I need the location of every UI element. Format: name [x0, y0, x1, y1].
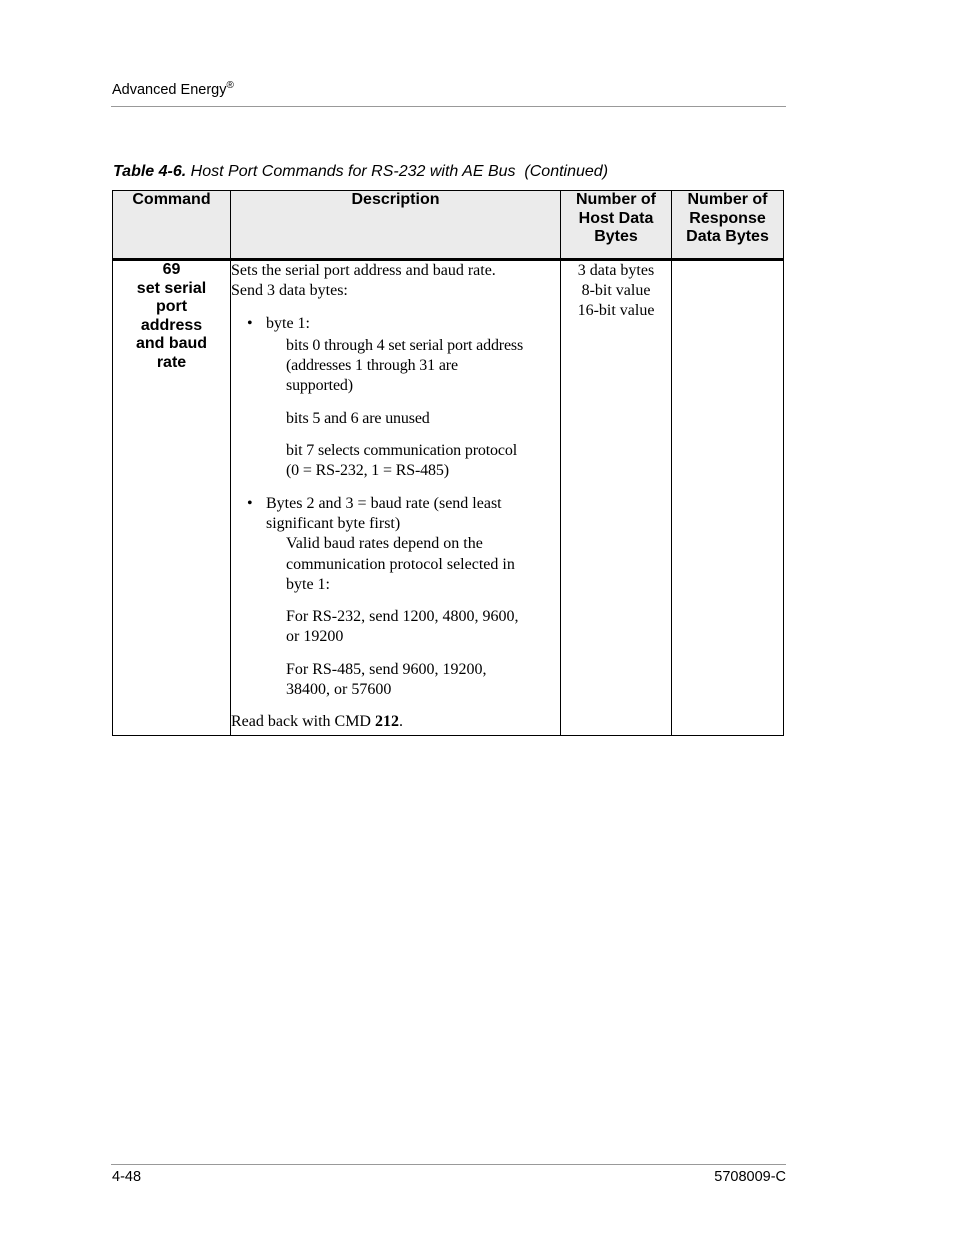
caption-label: Table 4-6.: [113, 163, 187, 180]
detail-line: For RS-485, send 9600, 19200,: [286, 660, 487, 678]
detail-line: bits 0 through 4 set serial port address: [286, 336, 524, 354]
bullet-item-byte1: [231, 314, 560, 334]
detail-line: byte 1:: [286, 575, 330, 593]
caption-continued: (Continued): [524, 163, 609, 180]
caption-title: Host Port Commands for RS-232 with AE Bus: [190, 163, 516, 180]
readback-command: 212: [374, 713, 399, 731]
bullet-glyph: •: [247, 314, 253, 332]
detail-line: communication protocol selected in: [286, 555, 515, 573]
bullet-text: significant byte first): [266, 514, 401, 532]
header-host-bytes-line: Host Data: [578, 209, 654, 227]
readback-suffix: .: [398, 713, 403, 731]
header-host-bytes-line: Bytes: [594, 228, 638, 245]
table-caption: [113, 163, 608, 181]
command-name-line: address: [140, 316, 203, 334]
page-header: [112, 82, 234, 98]
command-name-line: rate: [156, 353, 187, 371]
byte1-detail: [231, 336, 560, 482]
command-name-line: set serial: [136, 279, 207, 297]
header-response-bytes: [672, 191, 784, 260]
readback-prefix: Read back with CMD: [231, 713, 371, 731]
command-table: [112, 190, 784, 736]
host-bytes-cell: [561, 260, 672, 736]
header-command: Command: [113, 191, 231, 260]
command-name-line: and baud: [135, 335, 208, 352]
header-host-bytes-line: Number of: [576, 191, 656, 208]
bytes2-3-detail: [231, 534, 560, 700]
header-rule: [111, 106, 786, 107]
detail-line: bit 7 selects communication protocol: [286, 442, 517, 460]
detail-line: 38400, or 57600: [286, 681, 392, 699]
detail-line: or 19200: [286, 628, 344, 646]
table-header-row: [113, 191, 784, 260]
header-response-bytes-line: Data Bytes: [686, 228, 769, 245]
footer-rule: [111, 1164, 786, 1165]
command-cell: [113, 260, 231, 736]
host-bytes-line: 3 data bytes: [577, 262, 655, 279]
command-name-line: port: [155, 298, 188, 315]
header-response-bytes-line: Response: [689, 209, 766, 227]
command-number: 69: [162, 261, 181, 278]
bullet-text: Bytes 2 and 3 = baud rate (send least: [266, 494, 502, 512]
document-number: 5708009-C: [714, 1169, 786, 1185]
bullet-item-bytes2-3: [231, 494, 560, 535]
description-cell: [231, 260, 561, 736]
readback-line: [231, 712, 560, 732]
header-description: Description: [231, 191, 561, 260]
desc-intro-line: Sets the serial port address and baud rate.: [231, 262, 496, 279]
detail-line: bits 5 and 6 are unused: [286, 409, 430, 427]
header-host-bytes: [561, 191, 672, 260]
bullet-glyph: •: [247, 494, 253, 512]
header-response-bytes-line: Number of: [687, 191, 768, 208]
response-bytes-cell: [672, 260, 784, 736]
detail-line: (addresses 1 through 31 are: [286, 357, 458, 375]
registered-mark: ®: [226, 80, 234, 92]
desc-intro-line: Send 3 data bytes:: [231, 282, 348, 300]
page-number: 4-48: [112, 1169, 142, 1185]
table-row: [113, 260, 784, 736]
detail-line: supported): [286, 377, 353, 395]
detail-line: (0 = RS-232, 1 = RS-485): [286, 462, 449, 480]
detail-line: Valid baud rates depend on the: [286, 535, 483, 553]
bullet-text: byte 1:: [266, 314, 310, 332]
host-bytes-line: 8-bit value: [581, 282, 651, 299]
host-bytes-line: 16-bit value: [577, 302, 655, 319]
detail-line: For RS-232, send 1200, 4800, 9600,: [286, 608, 519, 626]
header-brand: Advanced Energy: [112, 82, 227, 98]
